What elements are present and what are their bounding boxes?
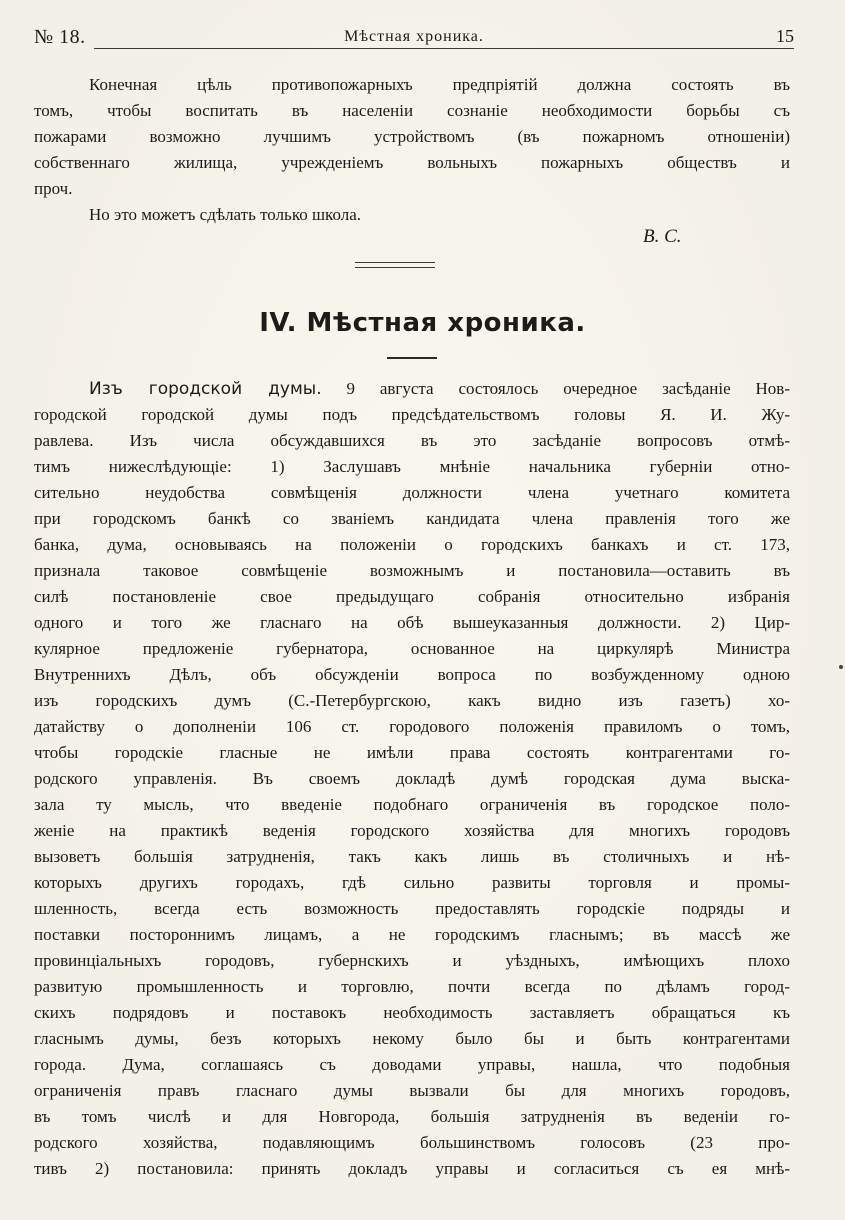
author-signature: В. С. [643,226,682,247]
heading-underline [387,357,437,359]
text-line: тимъ нижеслѣдующіе: 1) Заслушавъ мнѣніе начальника губерніи отно- [34,457,790,476]
text-line: родского хозяйства, подавляющимъ большинствомъ голосовъ (23 про- [34,1133,790,1152]
text-line: пожарами возможно лучшимъ устройствомъ (въ пожарномъ отношеніи) [34,127,790,146]
text-line: датайству о дополненіи 106 ст. городового положенія правиломъ о томъ, [34,717,790,736]
text-line: Конечная цѣль противопожарныхъ предпріятій должна состоять въ [89,75,790,94]
issue-number: № 18. [34,26,86,48]
text-line: поставки постороннимъ лицамъ, а не городскимъ гласнымъ; въ массѣ же [34,925,790,944]
body-lines [34,402,790,1182]
text-line: родского управленія. Въ своемъ докладѣ думѣ городская дума выска- [34,769,790,788]
text-line: женіе на практикѣ веденія городского хозяйства для многихъ городовъ [34,821,790,840]
text-line: сительно неудобства совмѣщенія должности члена учетнаго комитета [34,483,790,502]
first-line-text: 9 августа состоялось очередное засѣданіе Нов- [346,379,790,398]
text-line: проч. [34,179,73,198]
running-title: Мѣстная хроника. [344,28,484,45]
text-line: развитую промышленность и торговлю, почти всегда по дѣламъ город- [34,977,790,996]
text-line: собственнаго жилища, учрежденіемъ вольныхъ пожарныхъ обществъ и [34,153,790,172]
margin-mark [839,665,843,669]
text-line: городской городской думы подъ предсѣдательствомъ головы Я. И. Жу- [34,405,790,424]
text-line: томъ, чтобы воспитать въ населеніи сознаніе необходимости борьбы съ [34,101,790,120]
rubric-lead: Изъ городской думы. [89,379,322,399]
chronicle-paragraph [34,376,790,1182]
text-line: вызоветъ большія затрудненія, такъ какъ лишь въ столичныхъ и нѣ- [34,847,790,866]
text-line: которыхъ другихъ городахъ, гдѣ сильно развиты торговля и промы- [34,873,790,892]
text-line: банка, дума, основываясь на положеніи о городскихъ банкахъ и ст. 173, [34,535,790,554]
text-line: провинціальныхъ городовъ, губернскихъ и уѣздныхъ, имѣющихъ плохо [34,951,790,970]
intro-paragraph [34,72,790,228]
text-line: одного и того же гласнаго на обѣ вышеуказанныя должности. 2) Цир- [34,613,790,632]
text-line: Но это можетъ сдѣлать только школа. [89,205,361,224]
text-line: изъ городскихъ думъ (С.-Петербургскою, какъ видно изъ газетъ) хо- [34,691,790,710]
text-line: въ томъ числѣ и для Новгорода, большія затрудненія въ веденіи го- [34,1107,790,1126]
text-line: силѣ постановленіе свое предыдущаго собранія относительно избранія [34,587,790,606]
header-rule [94,48,794,49]
text-line: Внутреннихъ Дѣлъ, объ обсужденіи вопроса по возбужденному одною [34,665,790,684]
text-line: чтобы городскіе гласные не имѣли права состоять контрагентами го- [34,743,790,762]
text-line: при городскомъ банкѣ со званіемъ кандидата члена правленія того же [34,509,790,528]
section-heading: IV. Мѣстная хроника. [259,308,586,338]
text-line: зала ту мысль, что введеніе подобнаго ограниченія въ городское поло- [34,795,790,814]
text-line: шленность, всегда есть возможность предоставлять городскіе подряды и [34,899,790,918]
text-line: кулярное предложеніе губернатора, основанное на циркулярѣ Министра [34,639,790,658]
text-line [34,376,790,402]
page-header [34,22,794,52]
section-divider [355,262,435,268]
text-line: равлева. Изъ числа обсуждавшихся въ это засѣданіе вопросовъ отмѣ- [34,431,790,450]
text-line: признала таковое совмѣщеніе возможнымъ и постановила—оставить въ [34,561,790,580]
text-line: города. Дума, соглашаясь съ доводами управы, нашла, что подобныя [34,1055,790,1074]
text-line: ограниченія правъ гласнаго думы вызвали бы для многихъ городовъ, [34,1081,790,1100]
text-line: скихъ подрядовъ и поставокъ необходимость заставляетъ обращаться къ [34,1003,790,1022]
text-line: гласнымъ думы, безъ которыхъ некому было бы и быть контрагентами [34,1029,790,1048]
page-number: 15 [776,26,794,46]
text-line: тивъ 2) постановила: принять докладъ управы и согласиться съ ея мнѣ- [34,1159,790,1178]
